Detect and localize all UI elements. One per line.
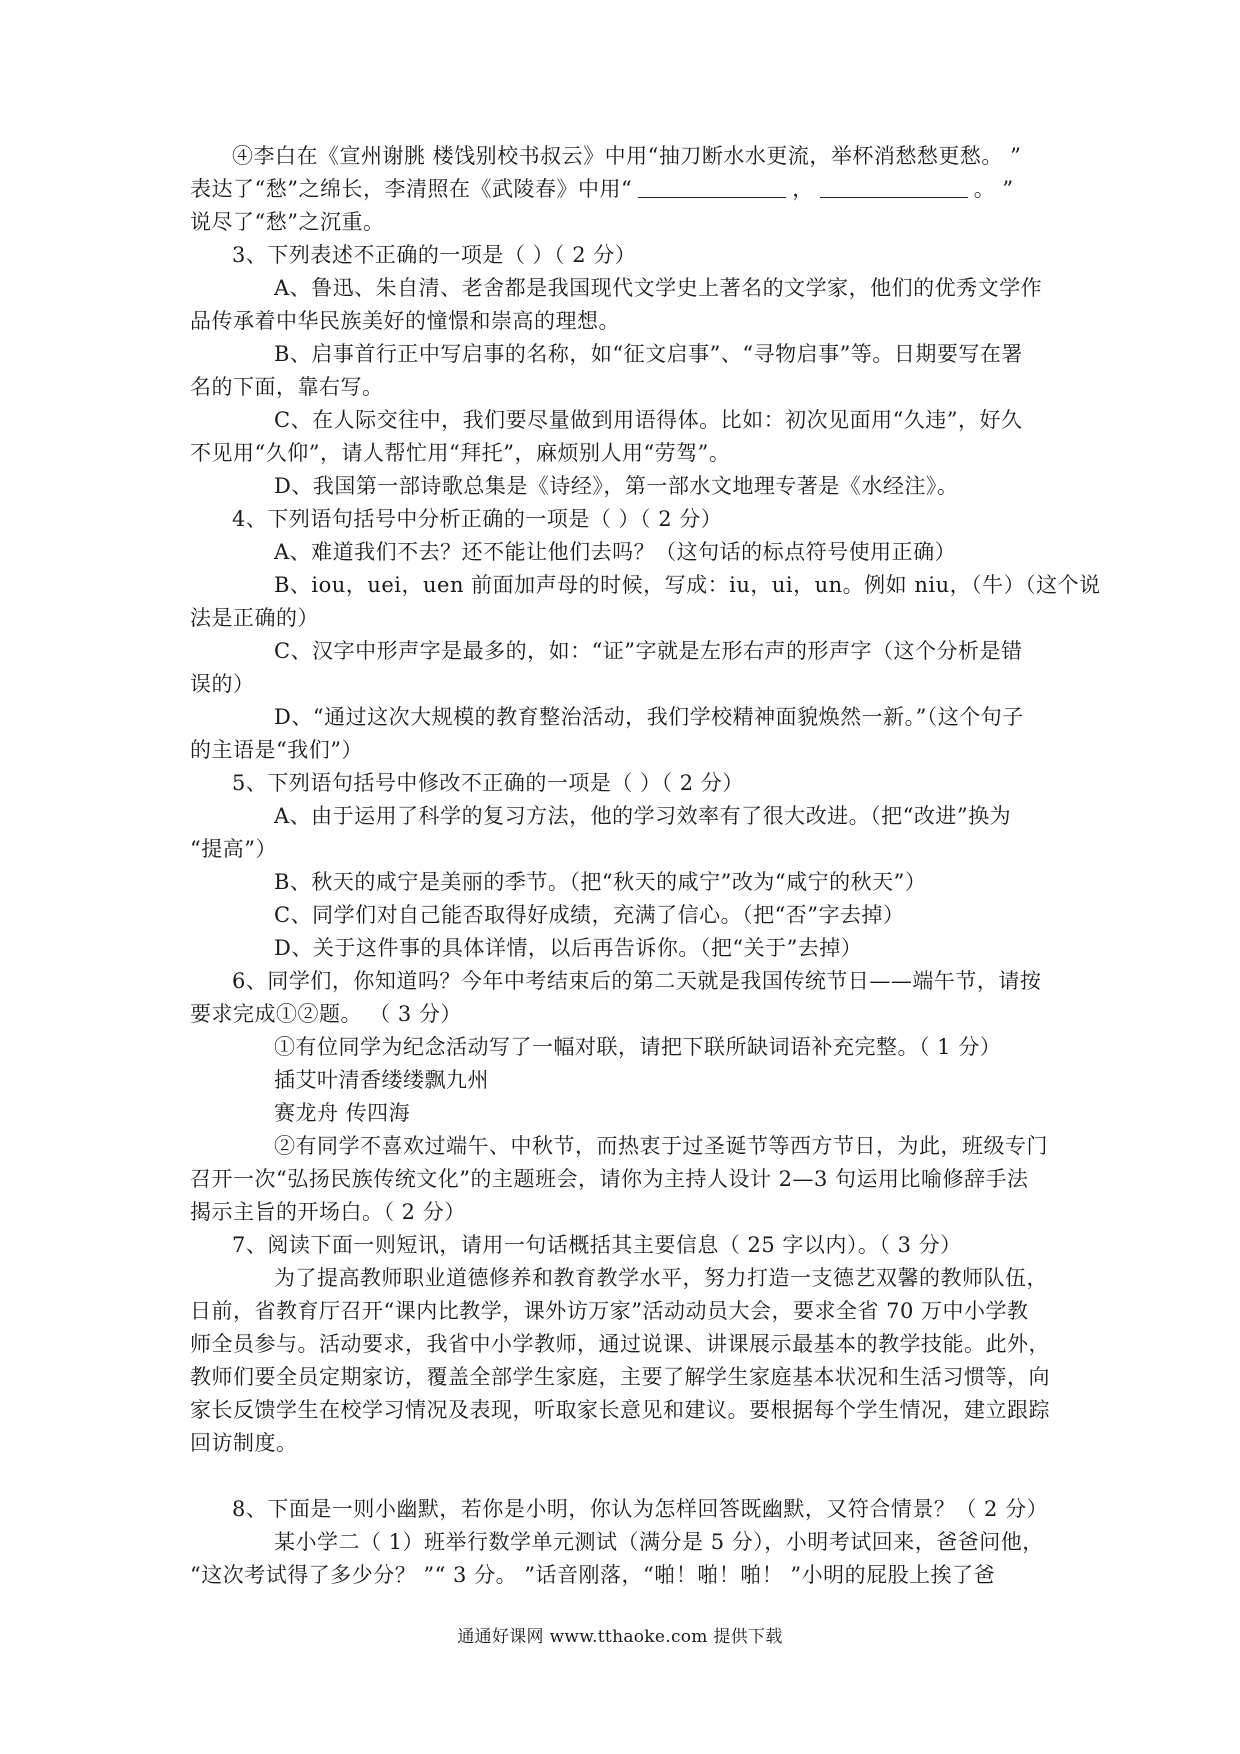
- q7-passage-line5: 家长反馈学生在校学习情况及表现，听取家长意见和建议。要根据每个学生情况，建立跟踪: [190, 1398, 1050, 1422]
- q6-part1: ①有位同学为纪念活动写了一幅对联，请把下联所缺词语补充完整。（ 1 分）: [274, 1035, 1002, 1059]
- q5-option-a-cont: “提高”）: [190, 837, 277, 861]
- q2-4-line3: 说尽了“愁”之沉重。: [190, 210, 385, 234]
- q6-part2: ②有同学不喜欢过端午、中秋节，而热衷于过圣诞节等西方节日，为此，班级专门: [274, 1134, 1048, 1158]
- q4-stem: 4、下列语句括号中分析正确的一项是（ ）（ 2 分）: [232, 507, 723, 531]
- q4-option-b: B、iou，uei，uen 前面加声母的时候，写成：iu，ui，un。例如 niu，（牛）（这个说: [274, 573, 1101, 597]
- q5-option-d: D、关于这件事的具体详情，以后再告诉你。（把“关于”去掉）: [274, 936, 863, 960]
- page-footer: 通通好课网 www.tthaoke.com 提供下载: [457, 1627, 783, 1647]
- exam-content: [190, 140, 1101, 1592]
- q6-stem: 6、同学们，你知道吗？今年中考结束后的第二天就是我国传统节日——端午节，请按: [232, 969, 1042, 993]
- q5-option-b: B、秋天的咸宁是美丽的季节。（把“秋天的咸宁”改为“咸宁的秋天”）: [274, 870, 927, 894]
- q5-stem: 5、下列语句括号中修改不正确的一项是（ ）（ 2 分）: [232, 771, 744, 795]
- q2-4-comma: ，: [792, 177, 814, 201]
- q4-option-d-cont: 的主语是“我们”）: [190, 738, 363, 762]
- q4-option-d: D、“通过这次大规模的教育整治活动，我们学校精神面貌焕然一新。”（这个句子: [274, 705, 1024, 729]
- q3-stem: 3、下列表述不正确的一项是（ ）（ 2 分）: [232, 243, 637, 267]
- q7-passage-line1: 为了提高教师职业道德修养和教育教学水平，努力打造一支德艺双馨的教师队伍，: [274, 1266, 1048, 1290]
- q4-option-c: C、汉字中形声字是最多的，如：“证”字就是左形右声的形声字（这个分析是错: [274, 639, 1023, 663]
- q3-option-b-cont: 名的下面，靠右写。: [190, 375, 384, 399]
- answer-space: [190, 1460, 1052, 1493]
- q8-stem: 8、下面是一则小幽默，若你是小明，你认为怎样回答既幽默，又符合情景？（ 2 分）: [232, 1497, 1049, 1521]
- q2-4-end: 。 ”: [973, 177, 1014, 201]
- q5-option-c: C、同学们对自己能否取得好成绩，充满了信心。（把“否”字去掉）: [274, 903, 905, 927]
- q8-passage-line1: 某小学二（ 1）班举行数学单元测试（满分是 5 分），小明考试回来，爸爸问他，: [274, 1530, 1044, 1554]
- answer-blank-2[interactable]: [820, 175, 968, 198]
- q3-option-d: D、我国第一部诗歌总集是《诗经》，第一部水文地理专著是《水经注》。: [274, 474, 959, 498]
- q7-passage-line4: 教师们要全员定期家访，覆盖全部学生家庭，主要了解学生家庭基本状况和生活习惯等，向: [190, 1365, 1050, 1389]
- q6-couplet-lower: 赛龙舟 传四海: [274, 1101, 411, 1125]
- q7-stem: 7、阅读下面一则短讯，请用一句话概括其主要信息（ 25 字以内）。（ 3 分）: [232, 1233, 962, 1257]
- q6-part2-cont1: 召开一次“弘扬民族传统文化”的主题班会，请你为主持人设计 2—3 句运用比喻修辞手法: [190, 1167, 1029, 1191]
- q6-couplet-upper: 插艾叶清香缕缕飘九州: [274, 1068, 489, 1092]
- q6-part2-cont2: 揭示主旨的开场白。（ 2 分）: [190, 1200, 466, 1224]
- answer-blank-1[interactable]: [638, 175, 786, 198]
- q6-stem-cont: 要求完成①②题。 （ 3 分）: [190, 1002, 462, 1026]
- q5-option-a: A、由于运用了科学的复习方法，他的学习效率有了很大改进。（把“改进”换为: [274, 804, 1012, 828]
- q7-passage-line6: 回访制度。: [190, 1431, 298, 1455]
- q3-option-a-cont: 品传承着中华民族美好的憧憬和崇高的理想。: [190, 309, 620, 333]
- q2-4-line2: [190, 173, 1052, 206]
- q3-option-a: A、鲁迅、朱自清、老舍都是我国现代文学史上著名的文学家，他们的优秀文学作: [274, 276, 1043, 300]
- q3-option-c-cont: 不见用“久仰”，请人帮忙用“拜托”，麻烦别人用“劳驾”。: [190, 441, 731, 465]
- q2-4-line2-text: 表达了“愁”之绵长，李清照在《武陵春》中用“: [190, 177, 633, 201]
- q3-option-b: B、启事首行正中写启事的名称，如“征文启事”、“寻物启事”等。日期要写在署: [274, 342, 1023, 366]
- q4-option-c-cont: 误的）: [190, 672, 255, 696]
- q7-passage-line3: 师全员参与。活动要求，我省中小学教师，通过说课、讲课展示最基本的教学技能。此外，: [190, 1332, 1050, 1356]
- q7-passage-line2: 日前，省教育厅召开“课内比教学，课外访万家”活动动员大会，要求全省 70 万中小学教: [190, 1299, 1029, 1323]
- q4-option-b-cont: 法是正确的）: [190, 606, 319, 630]
- q2-4-line1: ④李白在《宣州谢朓 楼饯别校书叔云》中用“抽刀断水水更流，举杯消愁愁更愁。 ”: [232, 144, 1022, 168]
- q8-passage-line2: “这次考试得了多少分？ ”“ 3 分。 ”话音刚落，“啪！啪！啪！ ”小明的屁股上挨了爸: [190, 1563, 996, 1587]
- q4-option-a: A、难道我们不去？还不能让他们去吗？（这句话的标点符号使用正确）: [274, 540, 957, 564]
- q3-option-c: C、在人际交往中，我们要尽量做到用语得体。比如：初次见面用“久违”，好久: [274, 408, 1023, 432]
